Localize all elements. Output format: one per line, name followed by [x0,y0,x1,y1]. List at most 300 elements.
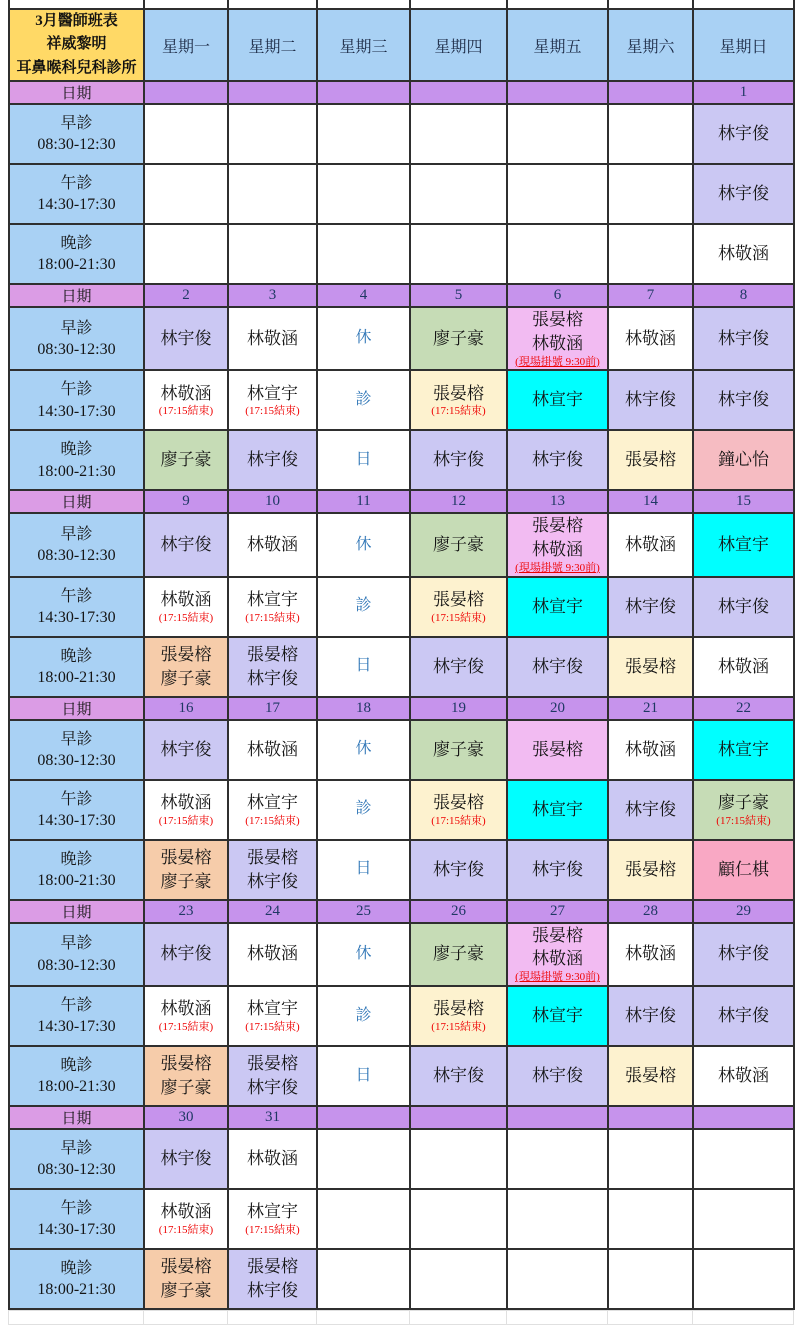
session-row-morning [9,513,794,576]
shift-cell [693,307,794,370]
shift-cell [507,430,608,490]
session-label-evening [9,1046,144,1106]
shift-cell [144,164,228,224]
session-name: 午診 [60,997,93,1015]
doctor-name: 林宇俊 [433,656,484,676]
shift-cell [317,1129,410,1189]
doctor-name: 林宣宇 [532,1006,583,1026]
session-time: 18:00-21:30 [37,462,116,480]
doctor-name: 林宇俊 [532,450,583,470]
session-row-evening [9,1046,794,1106]
spreadsheet-grid-remainder [8,1310,794,1325]
session-name: 早診 [60,730,93,748]
shift-cell [228,840,317,900]
shift-cell [317,720,410,780]
session-name: 早診 [60,319,93,337]
shift-cell [228,1129,317,1189]
doctor-name: 張晏榕 [247,1257,298,1277]
session-row-noon [9,164,794,224]
shift-note: (現場掛號 9:30前) [515,971,600,984]
doctor-name: 廖子豪 [160,1078,212,1098]
shift-cell [228,780,317,840]
shift-cell [317,1189,410,1249]
shift-cell [144,104,228,164]
faint-cell [144,1311,228,1325]
session-time: 08:30-12:30 [37,956,116,974]
doctor-name: 林宣宇 [532,799,583,819]
doctor-name: 林敬涵 [625,739,676,759]
date-row [9,490,794,513]
shift-cell [608,513,693,576]
doctor-name: 林宣宇 [718,535,769,555]
session-row-noon [9,780,794,840]
shift-cell [228,513,317,576]
session-label-morning [9,1129,144,1189]
doctor-name: 林宇俊 [718,184,769,204]
date-cell: 8 [693,284,794,307]
session-time: 18:00-21:30 [37,1281,116,1299]
session-label-noon [9,780,144,840]
date-cell: 11 [317,490,410,513]
shift-cell [144,720,228,780]
day-header-thursday: 星期四 [410,9,507,81]
shift-cell [608,780,693,840]
shift-cell [507,840,608,900]
doctor-name: 林宇俊 [718,944,769,964]
session-name: 晚診 [60,441,93,459]
shift-cell [228,923,317,986]
shift-cell [507,577,608,637]
session-label-morning [9,307,144,370]
session-name: 早診 [60,1140,93,1158]
doctor-name: 林敬涵 [160,589,212,609]
clinic-title-line: 耳鼻喉科兒科診所 [16,59,137,76]
shift-note: (17:15結束) [716,814,771,827]
shift-cell [228,1249,317,1309]
date-cell: 4 [317,284,410,307]
date-cell: 23 [144,900,228,923]
doctor-name: 林宣宇 [247,1202,298,1222]
session-row-evening [9,430,794,490]
date-cell: 13 [507,490,608,513]
shift-cell [693,1129,794,1189]
shift-cell [608,104,693,164]
doctor-name: 廖子豪 [718,792,769,812]
shift-cell [507,637,608,697]
shift-cell [317,513,410,576]
doctor-name: 張晏榕 [532,925,583,945]
date-cell: 22 [693,697,794,720]
clinic-title-cell [9,9,144,81]
doctor-name: 林宇俊 [532,656,583,676]
day-header-wednesday: 星期三 [317,9,410,81]
session-time: 08:30-12:30 [37,340,116,358]
shift-cell [608,1249,693,1309]
date-cell: 25 [317,900,410,923]
shift-cell [693,780,794,840]
shift-cell [410,1129,507,1189]
partial-cell [608,0,693,9]
shift-cell [317,104,410,164]
session-row-evening [9,840,794,900]
session-row-noon [9,986,794,1046]
shift-cell [144,307,228,370]
date-cell: 9 [144,490,228,513]
shift-cell [228,164,317,224]
session-label-morning [9,104,144,164]
shift-cell [693,513,794,576]
closed-marker: 休 [355,329,372,347]
date-cell [608,81,693,104]
session-time: 18:00-21:30 [37,668,116,686]
date-row [9,1106,794,1129]
partial-cell [9,0,144,9]
closed-marker: 診 [355,391,372,409]
doctor-name: 張晏榕 [433,383,484,403]
doctor-name: 林敬涵 [625,535,676,555]
session-label-noon [9,986,144,1046]
shift-cell [410,1046,507,1106]
session-row-evening [9,224,794,284]
doctor-name: 林宇俊 [160,739,212,759]
shift-note: (17:15結束) [158,814,214,827]
shift-note: (17:15結束) [245,814,300,827]
shift-cell [144,577,228,637]
doctor-name: 張晏榕 [160,847,212,867]
shift-note: (現場掛號 9:30前) [515,561,600,574]
shift-cell [608,224,693,284]
doctor-name: 張晏榕 [532,739,583,759]
session-name: 晚診 [60,1057,93,1075]
shift-cell [317,1046,410,1106]
shift-cell [507,1189,608,1249]
session-label-morning [9,513,144,576]
doctor-name: 林宇俊 [718,596,769,616]
doctor-name: 張晏榕 [160,1257,212,1277]
doctor-name: 林宣宇 [247,589,298,609]
doctor-name: 林宣宇 [247,383,298,403]
doctor-name: 張晏榕 [247,847,298,867]
shift-cell [608,164,693,224]
shift-cell [228,224,317,284]
date-cell: 28 [608,900,693,923]
partial-cell [693,0,794,9]
date-cell [317,81,410,104]
date-cell [317,1106,410,1129]
date-cell: 17 [228,697,317,720]
shift-cell [693,923,794,986]
date-cell: 16 [144,697,228,720]
doctor-name: 林宣宇 [718,739,769,759]
shift-cell [693,577,794,637]
shift-cell [317,307,410,370]
date-cell [228,81,317,104]
shift-note: (17:15結束) [431,611,486,624]
shift-cell [507,104,608,164]
doctor-name: 林敬涵 [160,383,212,403]
faint-cell [608,1311,693,1325]
session-label-evening [9,637,144,697]
day-header-saturday: 星期六 [608,9,693,81]
shift-cell [317,164,410,224]
shift-note: (17:15結束) [158,1224,214,1237]
doctor-name: 林宇俊 [625,596,676,616]
shift-cell [317,637,410,697]
date-cell: 12 [410,490,507,513]
doctor-name: 林敬涵 [160,792,212,812]
shift-cell [693,1046,794,1106]
shift-cell [608,1129,693,1189]
shift-cell [693,224,794,284]
shift-cell [228,1046,317,1106]
doctor-name: 林敬涵 [532,540,583,560]
shift-cell [317,430,410,490]
shift-cell [410,430,507,490]
schedule-sheet [8,0,800,1325]
shift-cell [228,986,317,1046]
session-name: 早診 [60,115,93,132]
shift-cell [144,370,228,430]
shift-note: (17:15結束) [245,405,300,418]
session-time: 08:30-12:30 [37,136,116,154]
shift-cell [144,224,228,284]
doctor-name: 林宇俊 [718,124,769,144]
doctor-name: 林宇俊 [247,1078,298,1098]
doctor-name: 張晏榕 [625,450,676,470]
session-label-noon [9,1189,144,1249]
date-row-label: 日期 [9,490,144,513]
session-label-morning [9,720,144,780]
shift-cell [693,720,794,780]
closed-marker: 休 [355,945,372,963]
faint-cell [317,1311,410,1325]
shift-cell [693,104,794,164]
doctor-name: 張晏榕 [433,999,484,1019]
session-name: 午診 [60,790,93,808]
doctor-name: 張晏榕 [625,859,676,879]
date-cell: 2 [144,284,228,307]
doctor-name: 林宇俊 [625,1006,676,1026]
session-row-evening [9,1249,794,1309]
doctor-name: 顧仁棋 [718,859,769,879]
date-row [9,81,794,104]
date-row [9,284,794,307]
shift-cell [507,370,608,430]
shift-cell [608,307,693,370]
shift-cell [608,923,693,986]
session-row-morning [9,307,794,370]
shift-cell [693,370,794,430]
clinic-title-line: 祥威黎明 [46,36,107,53]
shift-cell [410,104,507,164]
session-row-noon [9,1189,794,1249]
session-name: 晚診 [60,235,93,252]
doctor-name: 廖子豪 [433,535,484,555]
doctor-name: 林敬涵 [718,656,769,676]
shift-cell [507,307,608,370]
doctor-name: 張晏榕 [160,1054,212,1074]
date-cell [507,81,608,104]
session-label-evening [9,1249,144,1309]
date-cell: 29 [693,900,794,923]
closed-marker: 日 [355,451,372,469]
day-header-tuesday: 星期二 [228,9,317,81]
shift-cell [317,923,410,986]
shift-cell [317,1249,410,1309]
session-row-noon [9,370,794,430]
shift-cell [693,164,794,224]
doctor-name: 林敬涵 [247,535,298,555]
doctor-name: 林敬涵 [247,739,298,759]
doctor-name: 林宇俊 [625,390,676,410]
session-row-noon [9,577,794,637]
shift-note: (17:15結束) [431,405,486,418]
shift-cell [228,104,317,164]
shift-cell [410,224,507,284]
doctor-name: 廖子豪 [160,450,212,470]
shift-cell [144,986,228,1046]
date-cell: 10 [228,490,317,513]
shift-cell [410,720,507,780]
doctor-name: 鐘心怡 [718,450,769,470]
doctor-name: 林宇俊 [433,1066,484,1086]
shift-cell [410,1189,507,1249]
shift-cell [608,430,693,490]
doctor-name: 林宇俊 [718,390,769,410]
session-name: 晚診 [60,850,93,868]
shift-note: (17:15結束) [245,1021,300,1034]
session-row-evening [9,637,794,697]
date-cell [608,1106,693,1129]
doctor-name: 廖子豪 [160,668,212,688]
shift-cell [507,780,608,840]
date-cell: 19 [410,697,507,720]
session-name: 午診 [60,175,93,192]
session-name: 晚診 [60,1260,93,1278]
session-time: 14:30-17:30 [37,608,116,626]
session-label-noon [9,164,144,224]
faint-cell [9,1311,144,1325]
shift-cell [608,1046,693,1106]
shift-cell [608,637,693,697]
faint-row [9,1311,794,1325]
session-label-evening [9,840,144,900]
date-cell: 15 [693,490,794,513]
doctor-name: 林宇俊 [718,328,769,348]
doctor-name: 林宇俊 [718,1006,769,1026]
shift-cell [317,577,410,637]
doctor-name: 廖子豪 [433,739,484,759]
shift-cell [410,577,507,637]
shift-cell [317,370,410,430]
shift-cell [410,923,507,986]
shift-cell [144,1129,228,1189]
shift-note: (17:15結束) [158,611,214,624]
date-cell: 7 [608,284,693,307]
date-cell [693,1106,794,1129]
shift-cell [693,840,794,900]
shift-cell [410,370,507,430]
shift-cell [693,1189,794,1249]
doctor-name: 張晏榕 [532,310,583,329]
shift-cell [507,986,608,1046]
session-label-morning [9,923,144,986]
shift-cell [608,577,693,637]
doctor-name: 林敬涵 [625,944,676,964]
faint-cell [693,1311,794,1325]
session-label-noon [9,577,144,637]
doctor-name: 張晏榕 [433,589,484,609]
session-time: 14:30-17:30 [37,402,116,420]
doctor-name: 林宇俊 [532,859,583,879]
partial-top-row [9,0,794,9]
day-header-friday: 星期五 [507,9,608,81]
shift-cell [228,1189,317,1249]
shift-cell [144,430,228,490]
shift-note: (17:15結束) [431,814,486,827]
doctor-name: 林宇俊 [247,450,298,470]
date-cell: 14 [608,490,693,513]
doctor-name: 林宇俊 [433,450,484,470]
session-time: 18:00-21:30 [37,871,116,889]
session-name: 午診 [60,587,93,605]
shift-cell [228,720,317,780]
session-row-morning [9,104,794,164]
shift-cell [410,1249,507,1309]
closed-marker: 日 [355,860,372,878]
doctor-name: 林宇俊 [433,859,484,879]
session-name: 午診 [60,1200,93,1218]
doctor-name: 林宇俊 [247,871,298,891]
shift-cell [608,1189,693,1249]
shift-cell [410,780,507,840]
shift-cell [507,720,608,780]
session-name: 晚診 [60,647,93,665]
date-cell: 3 [228,284,317,307]
date-cell: 31 [228,1106,317,1129]
session-time: 18:00-21:30 [37,1078,116,1096]
date-cell [410,1106,507,1129]
doctor-name: 林敬涵 [532,333,583,353]
session-time: 14:30-17:30 [37,811,116,829]
shift-note: (17:15結束) [158,405,214,418]
shift-note: (17:15結束) [158,1021,214,1034]
session-row-morning [9,923,794,986]
doctor-name: 林敬涵 [625,328,676,348]
doctor-name: 林敬涵 [532,949,583,969]
header-row [9,9,794,81]
shift-cell [144,923,228,986]
doctor-name: 張晏榕 [532,516,583,536]
date-row-label: 日期 [9,697,144,720]
date-row-label: 日期 [9,284,144,307]
doctor-name: 林敬涵 [718,1066,769,1086]
date-cell: 18 [317,697,410,720]
clinic-title-line: 3月醫師班表 [35,13,118,30]
partial-cell [317,0,410,9]
doctor-name: 林宣宇 [532,596,583,616]
closed-marker: 診 [355,800,372,818]
date-cell: 6 [507,284,608,307]
shift-cell [410,637,507,697]
date-row-label: 日期 [9,1106,144,1129]
shift-cell [144,840,228,900]
doctor-name: 張晏榕 [247,644,298,664]
shift-cell [228,637,317,697]
doctor-name: 林敬涵 [247,328,298,348]
shift-cell [144,1189,228,1249]
shift-note: (17:15結束) [431,1021,486,1034]
